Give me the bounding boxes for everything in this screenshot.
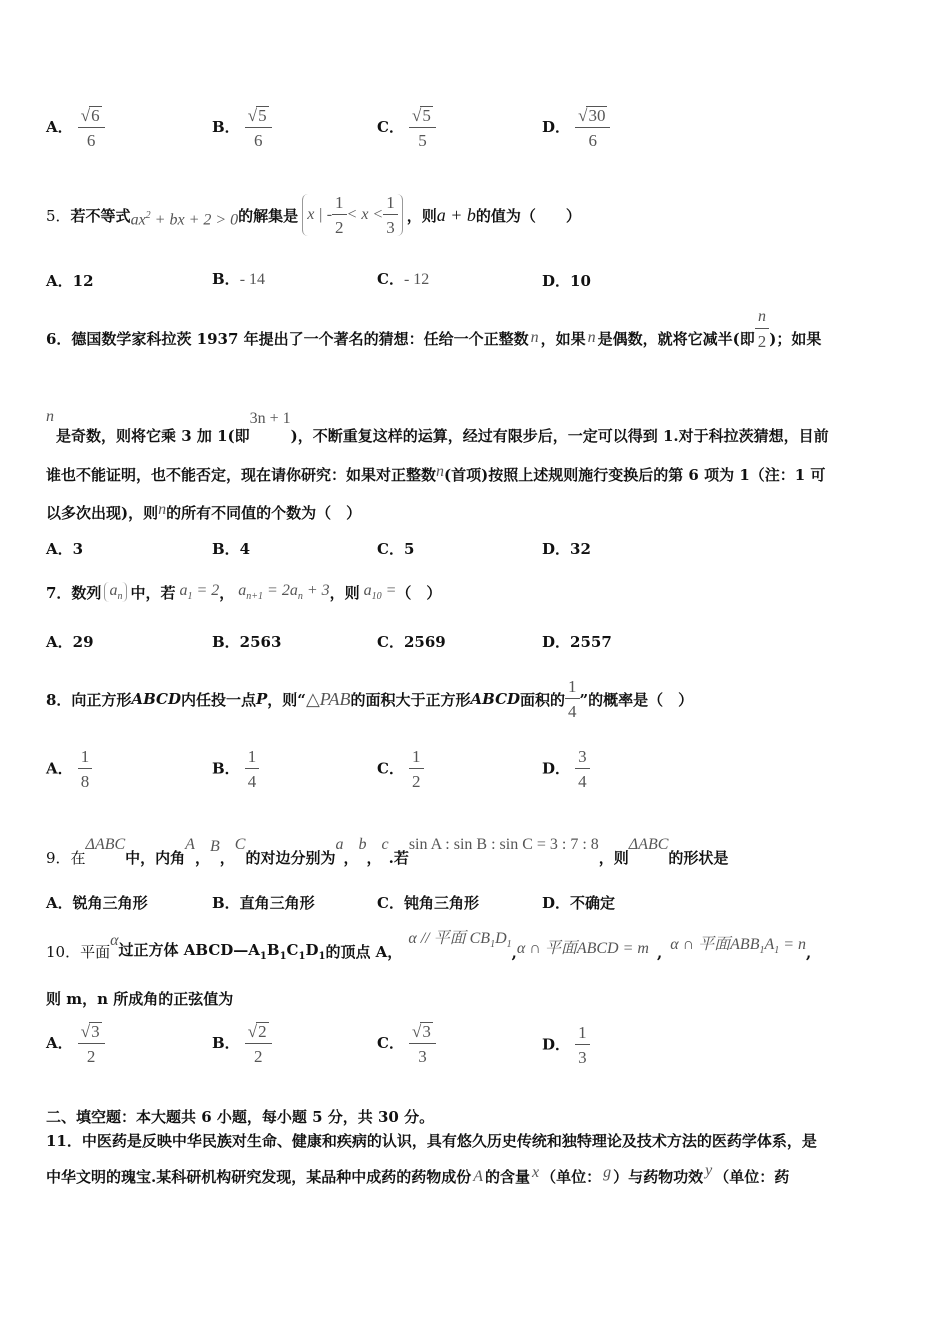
numerator: 5 <box>258 106 267 125</box>
a-plus-b: a + b <box>436 204 476 225</box>
numerator: 6 <box>91 106 100 125</box>
q5-text: 若不等式 <box>70 206 131 225</box>
q10-option-a: A． √ 3 2 <box>46 1022 105 1065</box>
q6-line-2: n 是奇数，则将它乘 3 加 1(即 3n + 1 )，不断重复这样的运算，经过有限步后，一定可以得到 1.对于科拉茨猜想，目前 <box>46 408 829 445</box>
option-label: A． <box>46 118 73 136</box>
q6-line-1: 6．德国数学家科拉茨 1937 年提出了一个著名的猜想：任给一个正整数 n ，如果 n 是偶数，就将它减半(即 $\frac{n}{2}$ )；如果 <box>46 307 822 351</box>
q5-option-a: A．12 <box>46 272 94 290</box>
q10-cube: 过正方体 $ABCD—A_1B_1C_1D_1$ <box>118 941 326 962</box>
question-5 <box>46 190 581 240</box>
q5-option-d: D．10 <box>542 272 591 290</box>
fraction: √ 5 5 <box>409 106 436 149</box>
q9-option-a: A．锐角三角形 <box>46 894 148 912</box>
fraction: √ 30 6 <box>575 106 610 149</box>
sequence: $a_n$ <box>104 582 127 602</box>
q9-option-c: C．钝角三角形 <box>377 894 479 912</box>
q4-option-b <box>212 106 272 149</box>
fraction: √ 6 6 <box>78 106 105 149</box>
q7-option-a: A．29 <box>46 633 94 651</box>
q5-number: 5． <box>46 206 71 225</box>
question-7: 7．数列 $a_n$ 中，若 $a_1 = 2$ ， $a_{n+1} = 2a_n + 3$ ，则 $a_{10}$ = （ ） <box>46 581 442 603</box>
q10-option-c: C． √ 3 3 <box>377 1022 436 1065</box>
q11-line-2: 中华文明的瑰宝.某科研机构研究发现，某品种中成药的药物成份 A 的含量 x （单位： g ）与药物功效 y （单位：药 <box>46 1161 790 1186</box>
q6-option-d: D．32 <box>542 540 591 558</box>
q10-option-b: B． √ 2 2 <box>212 1022 272 1065</box>
q8-option-c: C． $\frac{1}{2}$ <box>377 748 424 790</box>
q7-option-b: B．2563 <box>212 633 282 651</box>
q5-text: 的值为（ ） <box>475 206 581 225</box>
q6-option-b: B．4 <box>212 540 251 558</box>
option-label: B． <box>212 118 240 136</box>
numerator: 30 <box>588 106 606 125</box>
q8-option-d: D． $\frac{3}{4}$ <box>542 748 590 790</box>
q10-line-2: 则 m，n 所成角的正弦值为 <box>46 990 234 1008</box>
solution-set: x | - $\frac{1}{2}$ < x < $\frac{1}{3}$ <box>302 194 403 236</box>
denominator: 5 <box>418 131 427 150</box>
section-heading: 二、填空题：本大题共 6 小题，每小题 5 分，共 30 分。 <box>46 1108 435 1126</box>
q4-option-d <box>542 106 610 149</box>
q6-option-a: A．3 <box>46 540 84 558</box>
q10-option-d: D． $\frac{1}{3}$ <box>542 1024 590 1066</box>
q7-option-c: C．2569 <box>377 633 446 651</box>
question-10: 10．平面 α 过正方体 $ABCD—A_1B_1C_1D_1$ 的顶点 A， α // 平面 $CB_1D_1$ , α ∩ 平面ABCD = m , α ∩ 平面$ABB_1A_1 = n$ , <box>46 929 812 962</box>
question-8: 8．向正方形 ABCD 内任投一点 P ，则“ △PAB 的面积大于正方形 ABCD 面积的 $\frac{1}{4}$ ”的概率是（ ） <box>46 677 694 721</box>
q9-option-b: B．直角三角形 <box>212 894 315 912</box>
inequality: $ax^2$ + bx + 2 > 0 <box>130 210 239 229</box>
option-label: C． <box>377 118 404 136</box>
denominator: 6 <box>588 131 598 150</box>
fraction: √ 5 6 <box>245 106 272 149</box>
q5-option-c: C．- 12 <box>377 270 430 288</box>
denominator: 6 <box>86 131 96 150</box>
q4-option-a <box>46 106 105 149</box>
denominator: 6 <box>253 131 263 150</box>
question-9: 9．在 ΔABC 中，内角 A ， B ， C 的对边分别为 a ， b ， c .若 sin A : sin B : sin C = 3 : 7 : 8 ，则 ΔABC 的形状是 <box>46 836 729 867</box>
option-label: D． <box>542 118 571 136</box>
q7-option-d: D．2557 <box>542 633 612 651</box>
q5-text: 的解集是 <box>238 206 299 225</box>
q6-line-4: 以多次出现)，则n的所有不同值的个数为（ ） <box>46 501 362 522</box>
q5-option-b: B．- 14 <box>212 270 266 288</box>
q8-option-b: B． $\frac{1}{4}$ <box>212 748 259 790</box>
q8-option-a: A． $\frac{1}{8}$ <box>46 748 92 790</box>
q6-option-c: C．5 <box>377 540 415 558</box>
q4-option-c <box>377 106 436 149</box>
q9-option-d: D．不确定 <box>542 894 616 912</box>
numerator: 5 <box>422 106 431 125</box>
q6-line-3: 谁也不能证明，也不能否定，现在请你研究：如果对正整数n(首项)按照上述规则施行变换后的第 6 项为 1（注：1 可 <box>46 463 826 484</box>
q11-line-1: 11．中医药是反映中华民族对生命、健康和疾病的认识，具有悠久历史传统和独特理论及技术方法的医药学体系，是 <box>46 1132 817 1150</box>
q5-text: ，则 <box>406 206 437 225</box>
